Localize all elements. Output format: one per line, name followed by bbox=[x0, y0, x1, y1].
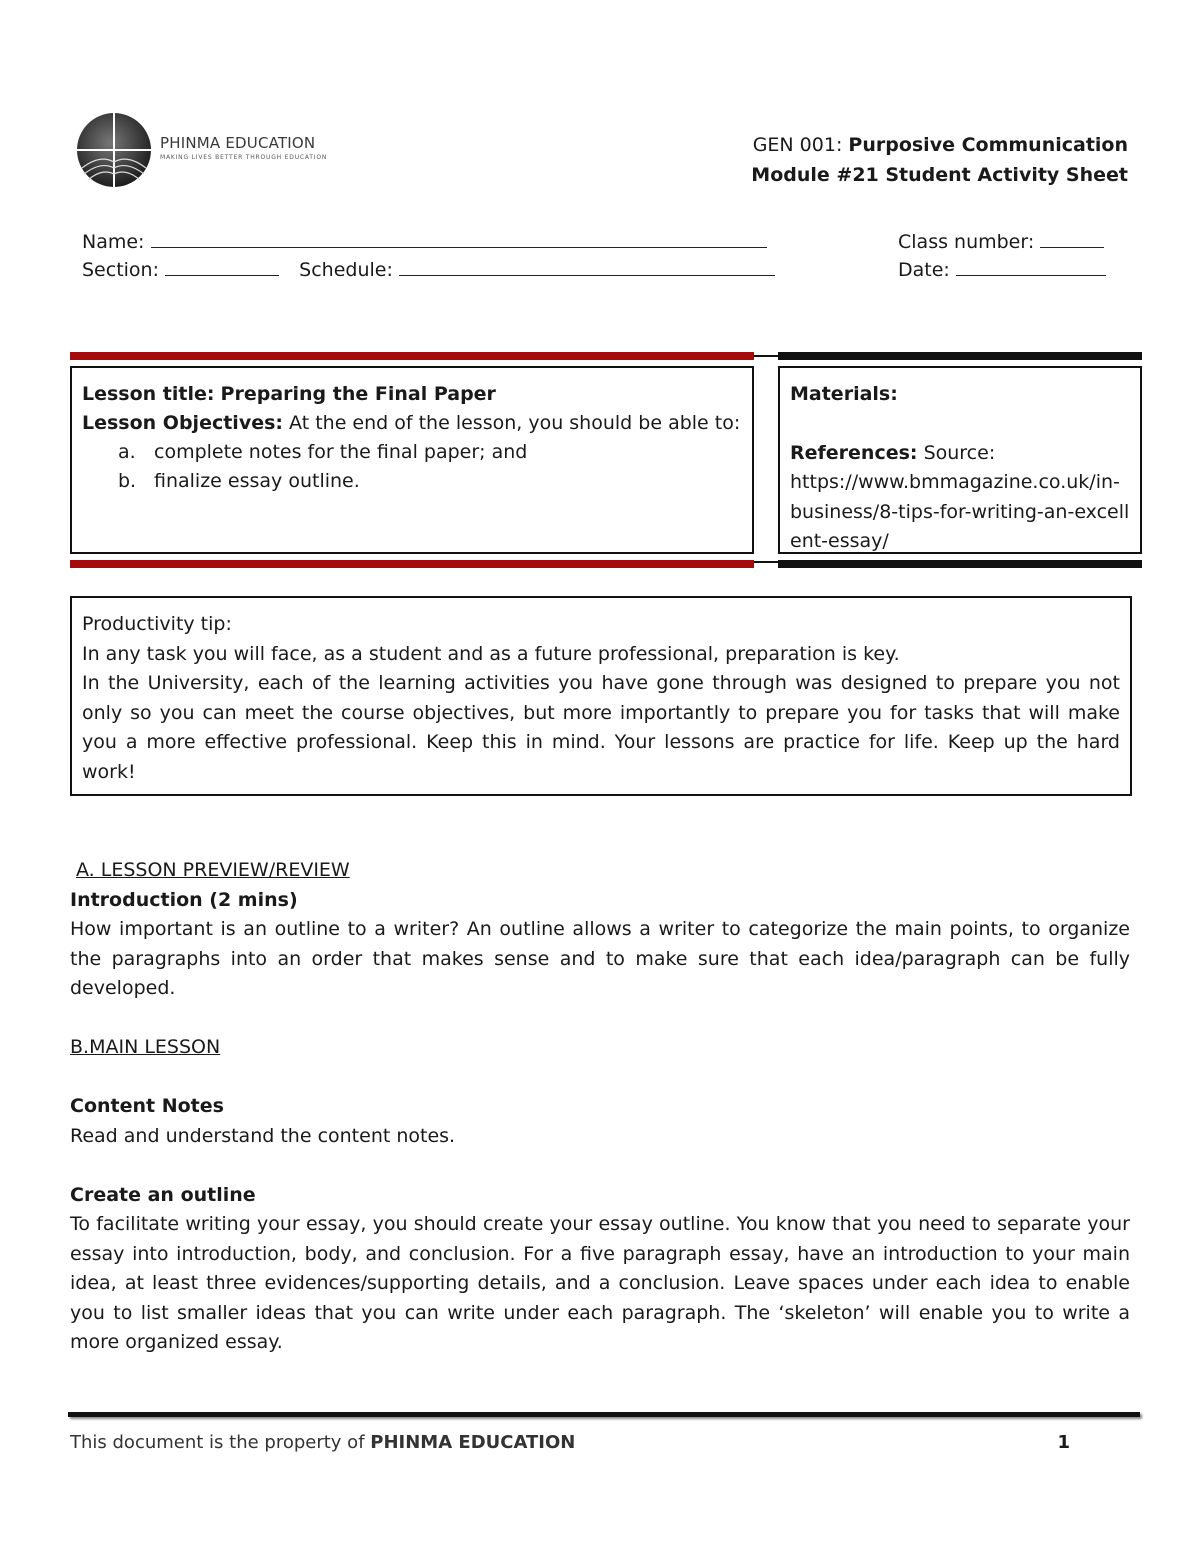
tip-heading: Productivity tip: bbox=[82, 613, 232, 635]
objectives-label: Lesson Objectives: bbox=[82, 412, 283, 434]
name-field[interactable] bbox=[151, 228, 767, 248]
outline-text: To facilitate writing your essay, you should create your essay outline. You know that you need to separate your essay into introduction, body, and conclusion. For a five paragraph essay, have an introduction to your main idea, at least three evidences/supporting details, and a conclusion. Leave spaces under each idea to enable you to list smaller ideas that you can write under each paragraph. The ‘skeleton’ will enable you to write a more organized essay. bbox=[70, 1213, 1130, 1353]
connector-line-bottom bbox=[754, 561, 778, 563]
class-number-row bbox=[898, 228, 1104, 253]
list-item bbox=[82, 467, 742, 496]
list-item bbox=[82, 438, 742, 467]
materials-content bbox=[778, 366, 1142, 554]
references-label: References: bbox=[790, 441, 918, 464]
section-row bbox=[82, 256, 775, 281]
content-notes-text: Read and understand the content notes. bbox=[70, 1124, 456, 1147]
content-notes-heading: Content Notes bbox=[70, 1095, 224, 1117]
course-name: Purposive Communication bbox=[848, 134, 1128, 156]
course-prefix: GEN 001: bbox=[752, 134, 849, 156]
introduction-text: How important is an outline to a writer? An outline allows a writer to categorize the main points, to organize the paragraphs into an order that makes sense and to make sure that each idea/paragraph can be fully developed. bbox=[70, 918, 1130, 999]
phinma-logo bbox=[74, 110, 334, 190]
section-field[interactable] bbox=[165, 256, 279, 276]
name-label: Name: bbox=[82, 231, 145, 253]
course-line bbox=[751, 130, 1128, 160]
section-b-heading: B.MAIN LESSON bbox=[70, 1036, 221, 1058]
logo-tagline: MAKING LIVES BETTER THROUGH EDUCATION bbox=[160, 154, 328, 161]
class-number-label: Class number: bbox=[898, 231, 1035, 253]
list-marker: a. bbox=[118, 441, 136, 463]
objectives-intro: At the end of the lesson, you should be able to: bbox=[289, 412, 741, 434]
section-main-lesson bbox=[70, 1033, 1130, 1358]
introduction-heading: Introduction (2 mins) bbox=[70, 888, 298, 911]
objectives-list bbox=[82, 438, 742, 496]
list-marker: b. bbox=[118, 470, 137, 492]
outline-heading: Create an outline bbox=[70, 1183, 256, 1206]
date-label: Date: bbox=[898, 259, 950, 281]
lesson-objectives bbox=[82, 409, 742, 438]
document-header bbox=[751, 130, 1128, 190]
materials-label: Materials: bbox=[790, 383, 898, 405]
tip-line: In any task you will face, as a student and as a future professional, preparation is key. bbox=[82, 642, 900, 665]
date-field[interactable] bbox=[956, 256, 1106, 276]
lesson-box bbox=[70, 352, 754, 568]
footer-rule bbox=[68, 1412, 1140, 1417]
logo-globe-icon bbox=[74, 110, 154, 190]
reference-link[interactable]: https://www.bmmagazine.co.uk/in-business/8-tips-for-writing-an-excellent-essay/ bbox=[790, 471, 1130, 552]
objective-text: complete notes for the final paper; and bbox=[154, 441, 528, 463]
footer-owner: PHINMA EDUCATION bbox=[370, 1432, 576, 1453]
schedule-label: Schedule: bbox=[299, 259, 393, 281]
tip-paragraph: In the University, each of the learning activities you have gone through was designed to prepare you not only so you can meet the course objectives, but more importantly to prepare you for tasks that will make you a more effective professional. Keep this in mind. Your lessons are practice for life. Keep up the hard work! bbox=[82, 672, 1120, 783]
section-label: Section: bbox=[82, 259, 159, 281]
section-a-heading: A. LESSON PREVIEW/REVIEW bbox=[76, 859, 350, 881]
page-number: 1 bbox=[1057, 1432, 1070, 1453]
references-source: Source: bbox=[923, 441, 996, 464]
lesson-title-value: Preparing the Final Paper bbox=[220, 383, 496, 405]
schedule-field[interactable] bbox=[399, 256, 775, 276]
footer-text bbox=[70, 1432, 575, 1453]
lesson-title bbox=[82, 380, 742, 409]
section-lesson-preview bbox=[70, 856, 1130, 1004]
connector-line-top bbox=[754, 355, 778, 357]
productivity-tip-box bbox=[70, 596, 1132, 796]
class-number-field[interactable] bbox=[1040, 228, 1104, 248]
objective-text: finalize essay outline. bbox=[154, 470, 360, 492]
date-row bbox=[898, 256, 1106, 281]
lesson-title-label: Lesson title: bbox=[82, 383, 215, 405]
footer-property-text: This document is the property of bbox=[70, 1432, 365, 1453]
module-title: Module #21 Student Activity Sheet bbox=[751, 164, 1128, 186]
name-row bbox=[82, 228, 767, 253]
materials-box bbox=[778, 352, 1142, 568]
lesson-content bbox=[70, 366, 754, 554]
logo-name: PHINMA EDUCATION bbox=[160, 134, 316, 152]
